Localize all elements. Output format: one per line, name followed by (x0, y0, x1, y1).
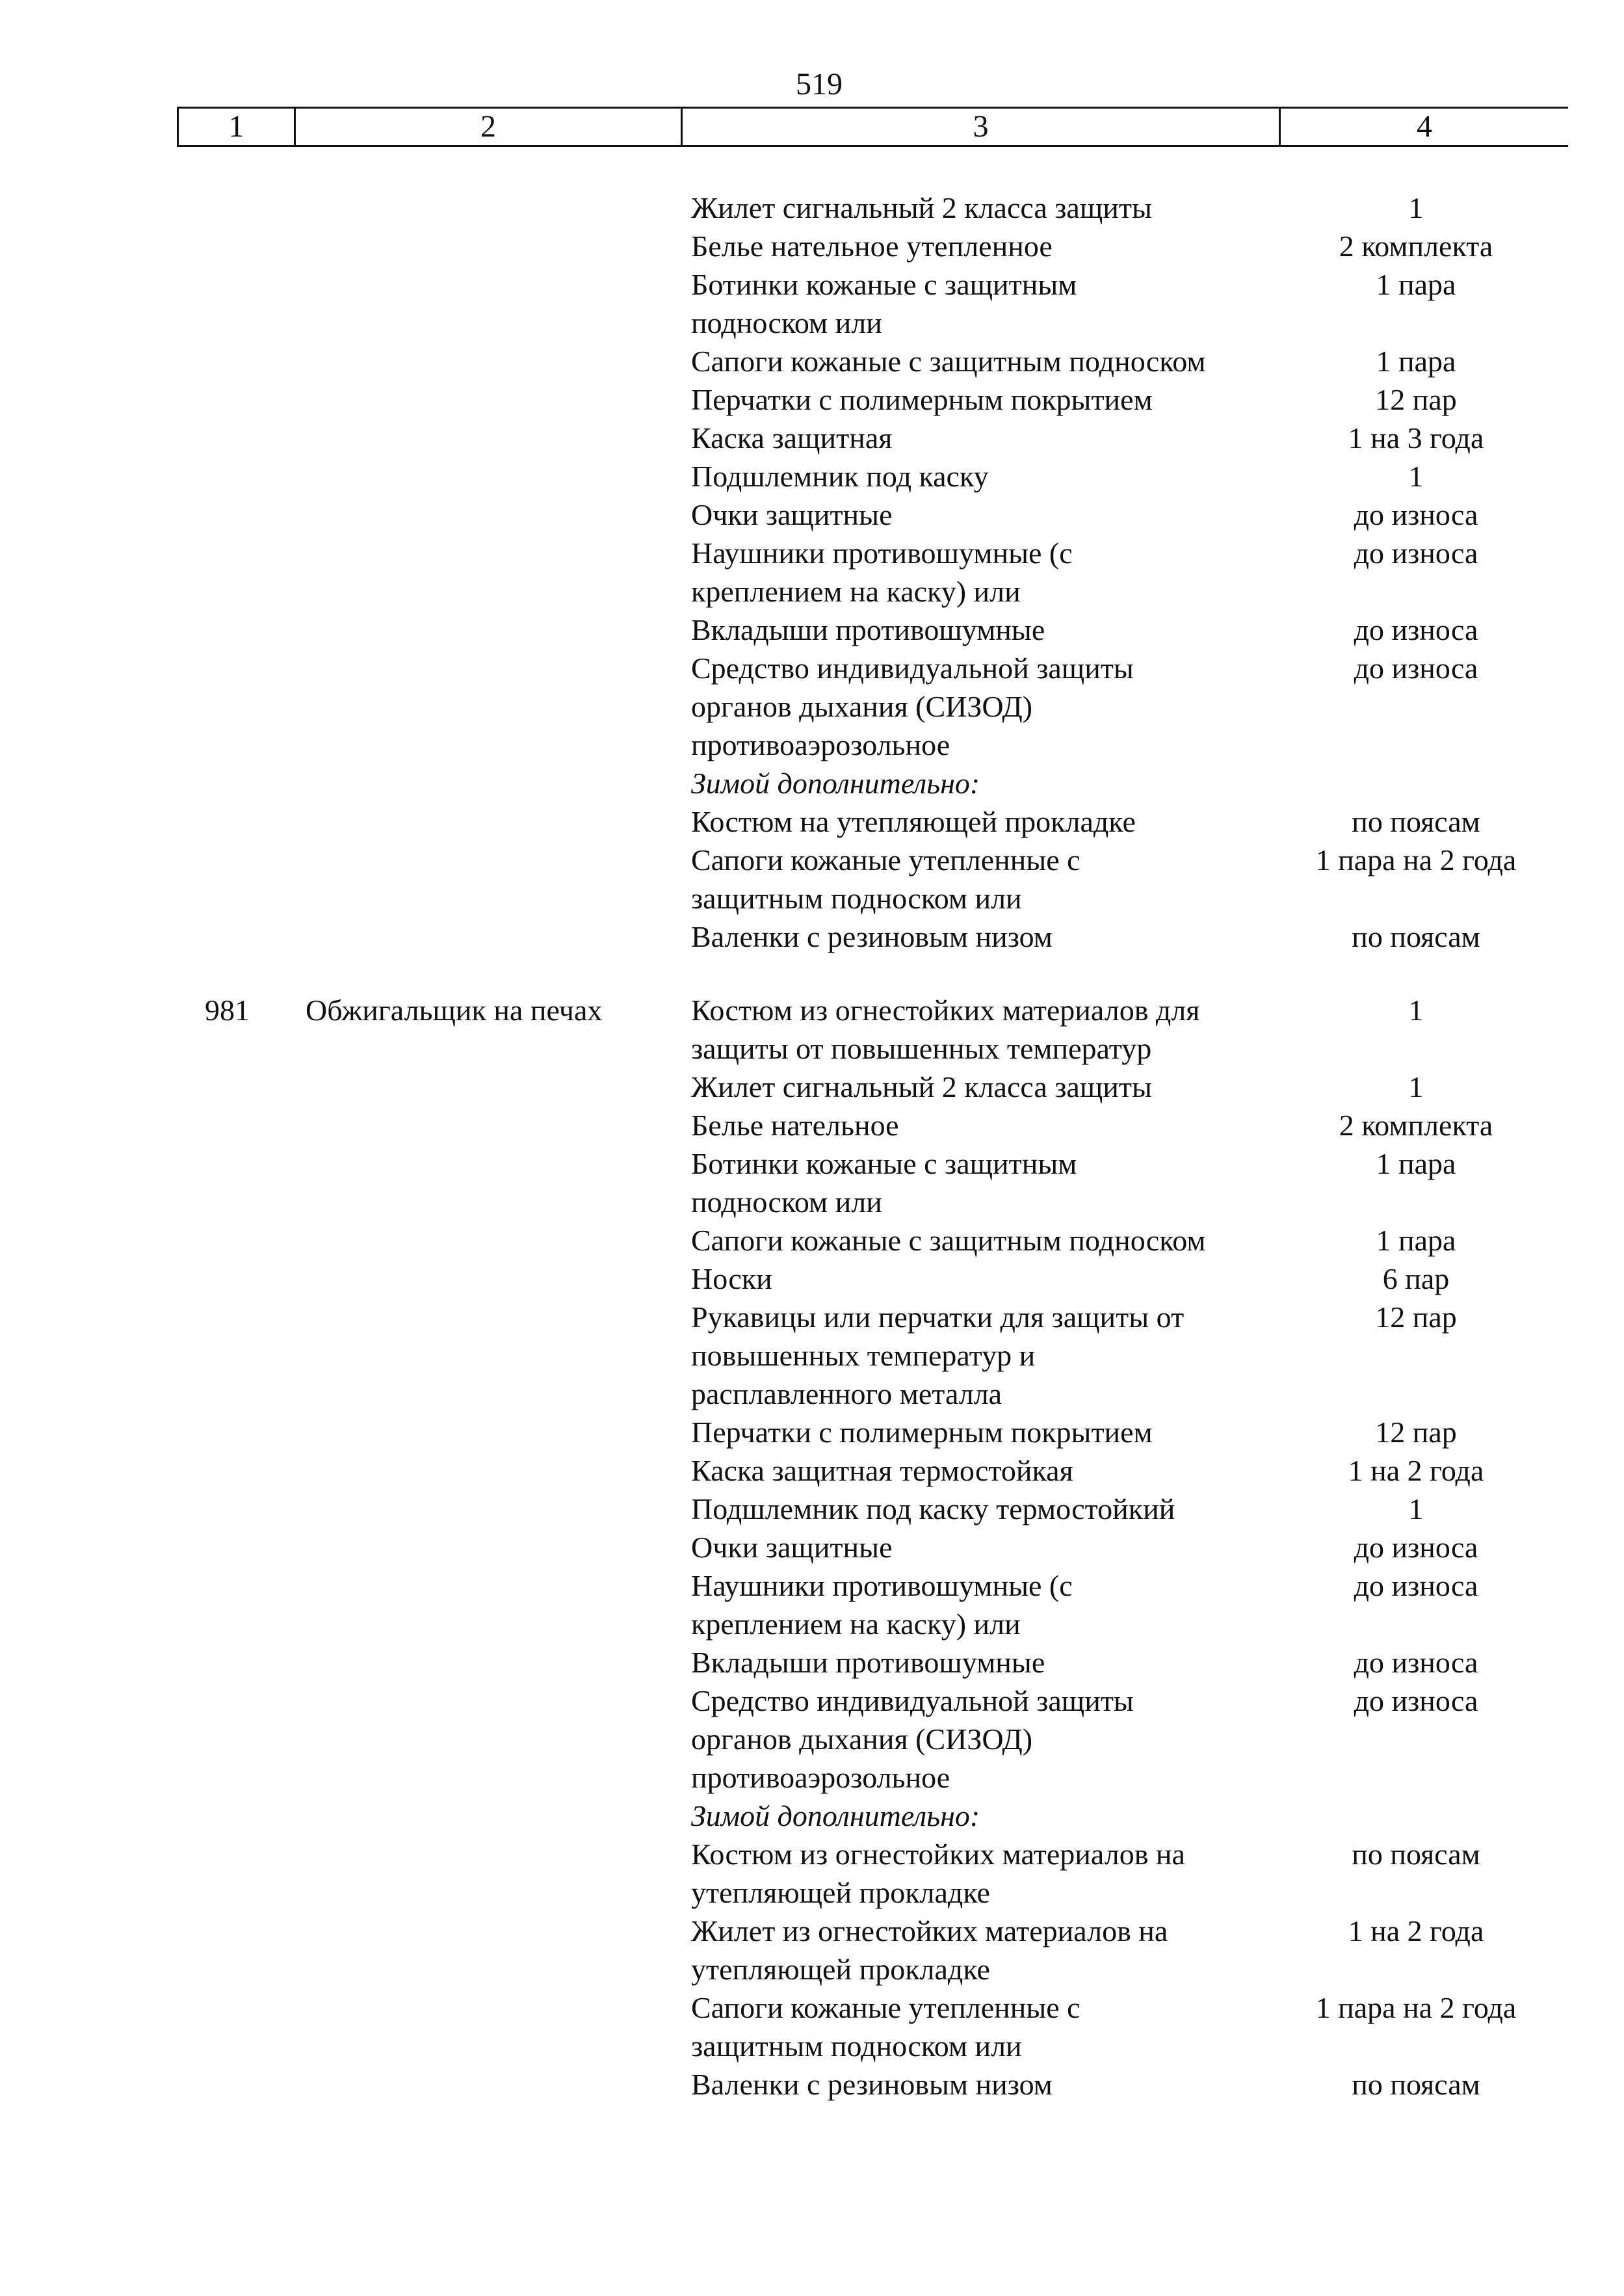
list-item (691, 991, 1556, 1068)
item-norm: до износа (1354, 498, 1478, 531)
list-item (691, 457, 1556, 495)
item-norm: 1 на 2 года (1348, 1454, 1484, 1487)
item-name: Вкладыши противошумные (691, 613, 1045, 646)
item-name: Каска защитная (691, 421, 893, 455)
winter-additional-label: Зимой дополнительно: (691, 1799, 980, 1832)
list-item (691, 189, 1556, 227)
item-name: Жилет из огнестойких материалов на утепляющей прокладке (691, 1914, 1168, 1986)
list-item (691, 1566, 1556, 1643)
list-item (691, 1988, 1556, 2065)
item-norm: 1 (1408, 994, 1424, 1027)
item-norm: до износа (1354, 1569, 1478, 1602)
list-item (691, 917, 1556, 956)
item-norm: 1 (1408, 191, 1424, 224)
item-norm: до износа (1354, 652, 1478, 685)
profession-name: Обжигальщик на печах (306, 994, 603, 1027)
item-name: Сапоги кожаные утепленные с защитным подноском или (691, 1991, 1080, 2063)
item-name: Жилет сигнальный 2 класса защиты (691, 1070, 1152, 1103)
item-norm: 2 комплекта (1339, 1109, 1493, 1142)
item-norm: до износа (1354, 1646, 1478, 1679)
column-header-row (177, 107, 1568, 147)
item-norm: 1 на 3 года (1348, 421, 1484, 455)
item-norm: 6 пар (1382, 1262, 1450, 1295)
list-item (691, 534, 1556, 611)
section-981 (0, 991, 1624, 2104)
list-item (691, 611, 1556, 649)
item-norm: по поясам (1352, 920, 1480, 953)
list-item (691, 1260, 1556, 1298)
section-continuation (0, 189, 1624, 956)
list-item (691, 227, 1556, 265)
list-item (691, 2065, 1556, 2104)
list-item (691, 1413, 1556, 1451)
list-item (691, 1490, 1556, 1528)
item-name: Белье нательное утепленное (691, 230, 1053, 263)
column-header-1: 1 (179, 109, 296, 145)
list-item (691, 1144, 1556, 1221)
list-item (691, 1106, 1556, 1144)
winter-additional-label: Зимой дополнительно: (691, 767, 980, 800)
item-name: Рукавицы или перчатки для защиты от повышенных температур и расплавленного металла (691, 1300, 1185, 1410)
item-norm: по поясам (1352, 2068, 1480, 2101)
item-norm: 1 пара на 2 года (1315, 843, 1517, 877)
item-norm: 1 пара (1376, 345, 1456, 378)
item-norm: до износа (1354, 1531, 1478, 1564)
item-norm: 1 пара (1376, 268, 1456, 301)
item-norm: 1 (1408, 460, 1424, 493)
item-name: Валенки с резиновым низом (691, 920, 1053, 953)
item-norm: по поясам (1352, 1838, 1480, 1871)
item-norm: 1 (1408, 1492, 1424, 1525)
column-header-2: 2 (296, 109, 683, 145)
item-norm: 12 пар (1375, 1300, 1457, 1334)
list-item (691, 1682, 1556, 1797)
item-name: Вкладыши противошумные (691, 1646, 1045, 1679)
item-name: Носки (691, 1262, 772, 1295)
list-item (691, 1835, 1556, 1912)
list-item (691, 1221, 1556, 1260)
item-name: Перчатки с полимерным покрытием (691, 1416, 1153, 1449)
item-name: Средство индивидуальной защиты органов дыхания (СИЗОД) противоаэрозольное (691, 1684, 1134, 1794)
column-header-3: 3 (683, 109, 1281, 145)
page-number: 519 (796, 67, 843, 101)
item-name: Очки защитные (691, 498, 893, 531)
list-item (691, 1068, 1556, 1106)
item-norm: 12 пар (1375, 1416, 1457, 1449)
item-name: Подшлемник под каску (691, 460, 989, 493)
item-name: Каска защитная термостойкая (691, 1454, 1073, 1487)
item-norm: по поясам (1352, 805, 1480, 838)
column-header-4: 4 (1417, 109, 1432, 144)
item-name: Жилет сигнальный 2 класса защиты (691, 191, 1152, 224)
item-name: Подшлемник под каску термостойкий (691, 1492, 1175, 1525)
item-norm: 2 комплекта (1339, 230, 1493, 263)
list-item (691, 495, 1556, 534)
list-item (691, 380, 1556, 419)
item-name: Костюм на утепляющей прокладке (691, 805, 1136, 838)
item-name: Сапоги кожаные утепленные с защитным подноском или (691, 843, 1080, 915)
item-norm: 1 (1408, 1070, 1424, 1103)
item-name: Очки защитные (691, 1531, 893, 1564)
item-norm: 12 пар (1375, 383, 1457, 416)
list-item (691, 1643, 1556, 1682)
list-item (691, 1451, 1556, 1490)
list-item (691, 265, 1556, 342)
list-item (691, 342, 1556, 380)
item-name: Средство индивидуальной защиты органов дыхания (СИЗОД) противоаэрозольное (691, 652, 1134, 761)
item-norm: 1 пара на 2 года (1315, 1991, 1517, 2024)
item-name: Ботинки кожаные с защитным подноском или (691, 1147, 1077, 1219)
list-item (691, 1528, 1556, 1566)
item-name: Костюм из огнестойких материалов на утепляющей прокладке (691, 1838, 1185, 1909)
list-item (691, 1912, 1556, 1988)
item-name: Валенки с резиновым низом (691, 2068, 1053, 2101)
item-norm: до износа (1354, 613, 1478, 646)
list-item (691, 1298, 1556, 1413)
profession-number: 981 (205, 994, 250, 1027)
item-name: Сапоги кожаные с защитным подноском (691, 345, 1206, 378)
item-name: Ботинки кожаные с защитным подноском или (691, 268, 1077, 339)
item-name: Сапоги кожаные с защитным подноском (691, 1224, 1206, 1257)
item-norm: 1 пара (1376, 1147, 1456, 1180)
item-norm: до износа (1354, 536, 1478, 570)
item-norm: 1 пара (1376, 1224, 1456, 1257)
item-name: Наушники противошумные (с креплением на каску) или (691, 536, 1073, 608)
list-item (691, 419, 1556, 457)
item-norm: до износа (1354, 1684, 1478, 1717)
item-norm: 1 на 2 года (1348, 1914, 1484, 1947)
item-name: Белье нательное (691, 1109, 899, 1142)
list-item (691, 841, 1556, 917)
list-item (691, 802, 1556, 841)
list-item (691, 649, 1556, 764)
item-name: Костюм из огнестойких материалов для защиты от повышенных температур (691, 994, 1200, 1065)
item-name: Наушники противошумные (с креплением на каску) или (691, 1569, 1073, 1641)
item-name: Перчатки с полимерным покрытием (691, 383, 1153, 416)
